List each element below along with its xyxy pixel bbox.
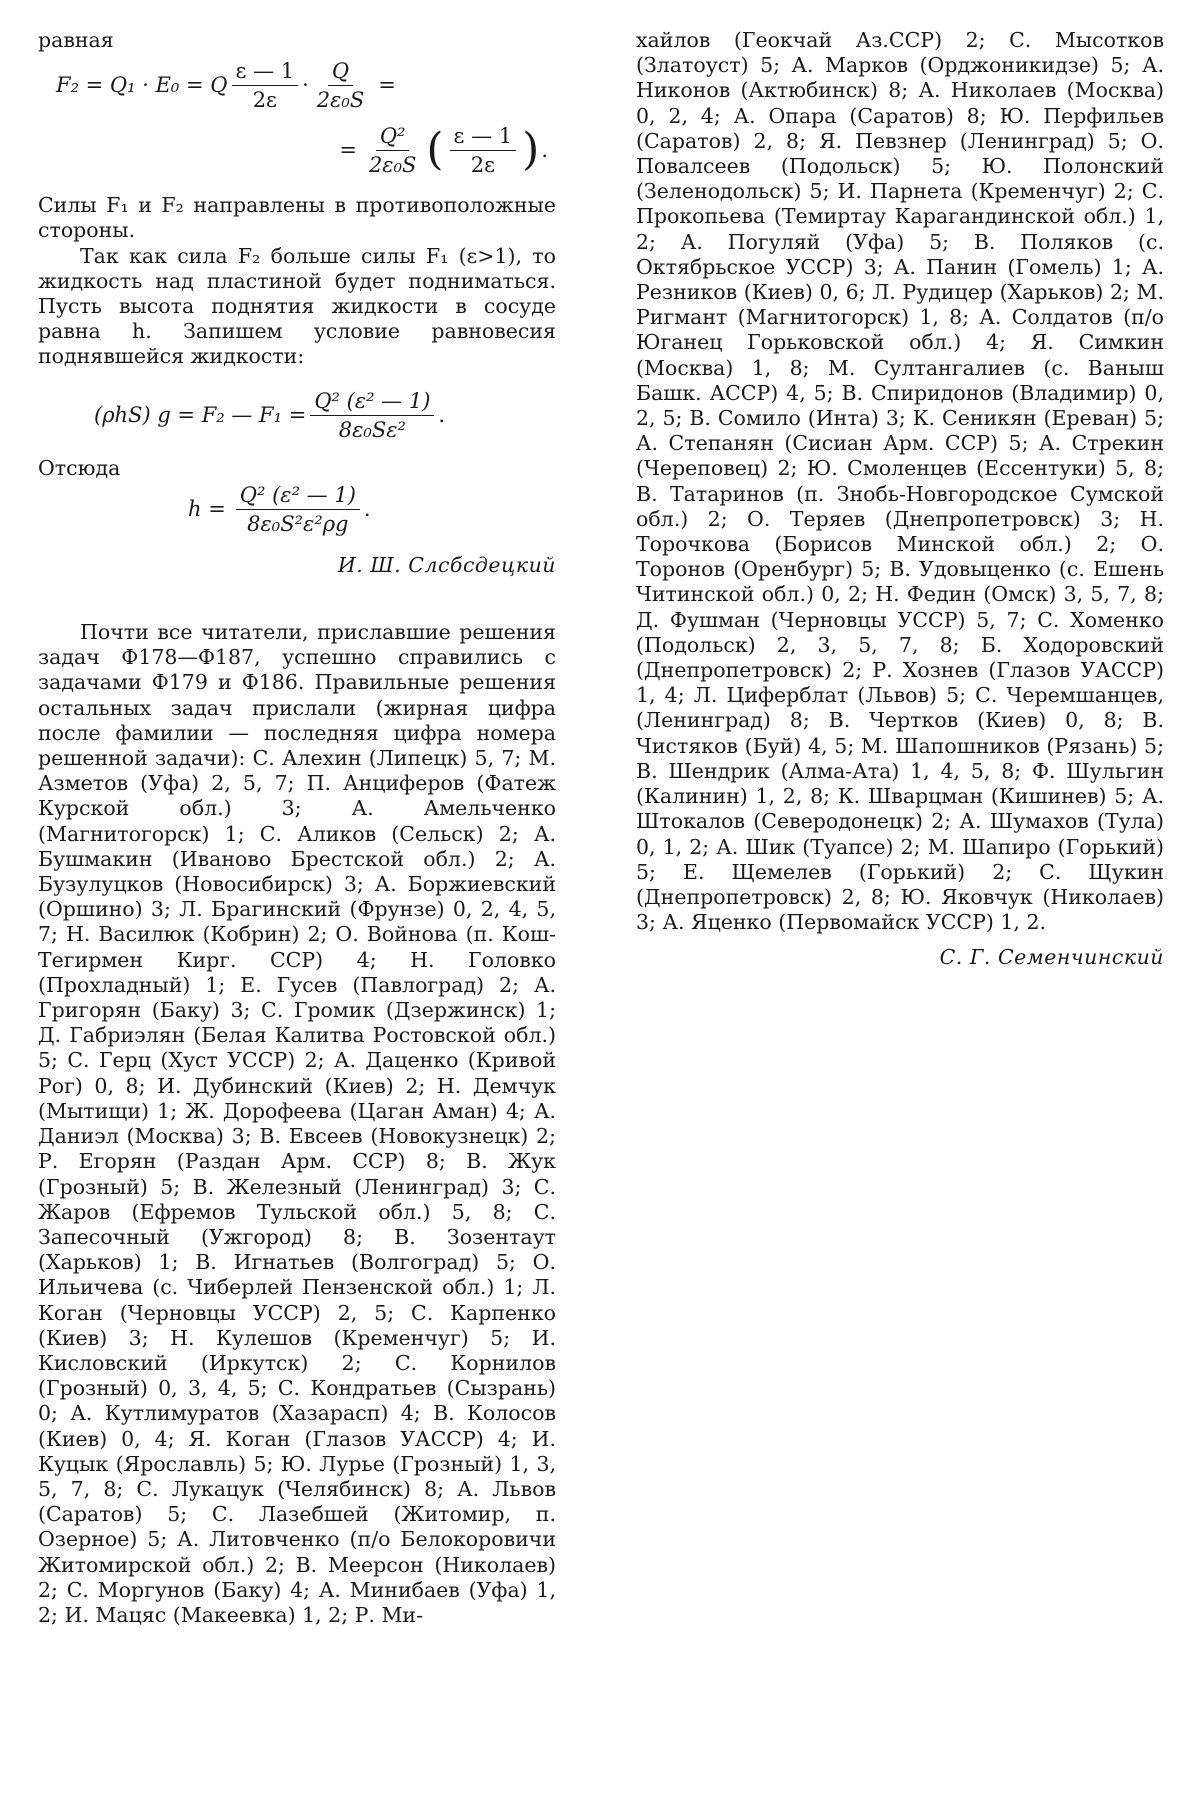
formula-equilibrium-lhs: (ρhS) g = F₂ — F₁ = [94, 403, 307, 428]
formula-equilibrium-frac [310, 389, 434, 442]
formula-f2-line2-num: Q² [376, 124, 410, 151]
readers-list-part2: хайлов (Геокчай Аз.ССР) 2; С. Мысотков (Златоуст) 5; А. Марков (Орджоникидзе) 5; А. Никонов (Актюбинск) 8; А. Николаев (Москва) 0, 2, 4; А. Опара (Саратов) 8; Ю. Перфильев (Саратов) 2, 8; Я. Певзнер (Ленинград) 5; О. Повалсеев (Подольск) 5; Ю. Полонский (Зеленодольск) 5; И. Парнета (Кременчуг) 2; С. Прокопьева (Темиртау Карагандинской обл.) 1, 2; А. Погуляй (Уфа) 5; В. Поляков (с. Октябрьское УССР) 3; А. Панин (Гомель) 1; А. Резников (Киев) 0, 6; Л. Рудицер (Харьков) 2; М. Ригмант (Магнитогорск) 1, 8; А. Солдатов (п/о Юганец Горьковской обл.) 4; Я. Симкин (Москва) 1, 8; М. Султангалиев (с. Ваныш Башк. АССР) 4, 5; В. Спиридонов (Владимир) 0, 2, 5; В. Сомило (Инта) 3; К. Сеникян (Ереван) 5; А. Степанян (Сисиан Арм. ССР) 5; А. Стрекин (Череповец) 2; Ю. Смоленцев (Ессентуки) 5, 8; В. Татаринов (п. Знобь-Новгородское Сумской обл.) 2; О. Теряев (Днепропетровск) 3; Н. Торочкова (Борисов Минской обл.) 2; О. Торонов (Оренбург) 5; В. Удовыценко (с. Ешень Читинской обл.) 0, 2; Н. Федин (Омск) 3, 5, 7, 8; Д. Фушман (Черновцы УССР) 5, 7; С. Хоменко (Подольск) 2, 3, 5, 7, 8; Б. Ходоровский (Днепропетровск) 2; Р. Хознев (Глазов УАССР) 1, 4; Л. Циферблат (Львов) 5; С. Черемшанцев,(Ленинград) 8; В. Чертков (Киев) 0, 8; В. Чистяков (Буй) 4, 5; М. Шапошников (Рязань) 5; В. Шендрик (Алма-Ата) 1, 4, 5, 8; Ф. Шульгин (Калинин) 1, 2, 8; К. Шварцман (Кишинев) 5; А. Штокалов (Северодонецк) 2; А. Шумахов (Тула) 0, 1, 2; А. Шик (Туапсе) 2; М. Шапиро (Горький) 5; Е. Щемелев (Горький) 2; С. Щукин (Днепропетровск) 2, 8; Ю. Яковчук (Николаев) 3; А. Яценко (Первомайск УССР) 1, 2. [636, 28, 1164, 935]
formula-height-num: Q² (ε² — 1) [236, 483, 360, 510]
right-column [636, 28, 1164, 971]
formula-height-lhs: h = [188, 497, 226, 522]
formula-eq-sign: = [378, 72, 396, 97]
formula-equilibrium-num: Q² (ε² — 1) [310, 389, 434, 416]
para-liquid-rise: Так как сила F₂ больше силы F₁ (ε>1), то жидкость над пластиной будет подниматься. Пусть высота поднятия жидкости в сосуде равна h. Запишем условие равновесия поднявшейся жидкости: [38, 243, 556, 369]
left-column [38, 28, 556, 1628]
readers-list-part1: Почти все читатели, приславшие решения задач Ф178—Ф187, успешно справились с задачами Ф179 и Ф186. Правильные решения остальных задач прислали (жирная цифра после фамилии — последняя цифра номера решенной задачи): С. Алехин (Липецк) 5, 7; М. Азметов (Уфа) 2, 5, 7; П. Анциферов (Фатеж Курской обл.) 3; А. Амельченко (Магнитогорск) 1; С. Аликов (Сельск) 2; А. Бушмакин (Иваново Брестской обл.) 2; А. Бузулуцков (Новосибирск) 3; А. Боржиевский (Оршино) 3; Л. Брагинский (Фрунзе) 0, 2, 4, 5, 7; Н. Василюк (Кобрин) 2; О. Войнова (п. Кош-Тегирмен Кирг. ССР) 4; Н. Головко (Прохладный) 1; Е. Гусев (Павлоград) 2; А. Григорян (Баку) 3; С. Громик (Дзержинск) 1; Д. Габриэлян (Белая Калитва Ростовской обл.) 5; С. Герц (Хуст УССР) 2; А. Даценко (Кривой Рог) 0, 8; И. Дубинский (Киев) 2; Н. Демчук (Мытищи) 1; Ж. Дорофеева (Цаган Аман) 4; А. Даниэл (Москва) 3; В. Евсеев (Новокузнецк) 2; Р. Егорян (Раздан Арм. ССР) 8; В. Жук (Грозный) 5; В. Железный (Ленинград) 3; С. Жаров (Ефремов Тульской обл.) 5, 8; С. Запесочный (Ужгород) 8; В. Зозентаут (Харьков) 1; В. Игнатьев (Волгоград) 5; О. Ильичева (с. Чиберлей Пензенской обл.) 1; Л. Коган (Черновцы УССР) 2, 5; С. Карпенко (Киев) 3; Н. Кулешов (Кременчуг) 5; И. Кисловский (Иркутск) 2; С. Корнилов (Грозный) 0, 3, 4, 5; С. Кондратьев (Сызрань) 0; А. Кутлимуратов (Хазарасп) 4; В. Колосов (Киев) 0, 4; Я. Коган (Глазов УАССР) 4; И. Куцык (Ярославль) 5; Ю. Лурье (Грозный) 1, 3, 5, 7, 8; С. Лукацук (Челябинск) 8; А. Львов (Саратов) 5; С. Лазебшей (Житомир, п. Озерное) 5; А. Литовченко (п/о Белокоровичи Житомирской обл.) 2; В. Меерсон (Николаев) 2; С. Моргунов (Баку) 4; А. Минибаев (Уфа) 1, 2; И. Мацяс (Макеевка) 1, 2; Р. Ми- [38, 620, 556, 1627]
formula-f2-frac1 [232, 59, 299, 112]
formula-f2-line2: = $\frac{\text{Q²}}{\text{2ε₀S}}$ ( $\frac{\varepsilon — 1}{2\varepsilon}$ ) . [339, 123, 548, 177]
formula-f2-frac1-den: 2ε [252, 87, 277, 112]
intro-word: равная [38, 28, 114, 52]
formula-f2-line2-paren-frac [450, 124, 517, 177]
formula-height: h = $\frac{\text{Q² (ε² — 1)}}{\text{8ε₀S²ε²ρg}}$ . [188, 483, 371, 537]
formula-height-den: 8ε₀S²ε²ρg [247, 512, 349, 537]
otsyuda-word: Отсюда [38, 455, 121, 480]
formula-f2-lhs: F₂ = Q₁ · E₀ = Q [56, 72, 228, 97]
formula-f2-line2-den: 2ε₀S [368, 152, 417, 177]
para-forces-direction: Силы F₁ и F₂ направлены в противоположные стороны. [38, 193, 556, 243]
author-signature-2: С. Г. Семенчинский [939, 945, 1164, 970]
formula-f2-frac2-den: 2ε₀S [316, 87, 365, 112]
formula-equilibrium: (ρhS) g = F₂ — F₁ = $\frac{\text{Q² (ε² — 1)}}{\text{8ε₀Sε²}}$ . [94, 389, 446, 443]
author-signature-1: И. Ш. Слсбсдецкий [337, 552, 556, 577]
formula-height-frac [236, 483, 360, 536]
formula-f2-line2-paren-num: ε — 1 [450, 124, 517, 151]
formula-f2-frac2 [313, 59, 368, 112]
formula-f2-frac2-num: Q [328, 59, 353, 86]
formula-eq-sign-2: = [339, 137, 357, 162]
formula-f2-frac1-num: ε — 1 [232, 59, 299, 86]
formula-f2-line2-paren-den: 2ε [470, 152, 495, 177]
formula-f2-line2-frac [365, 124, 420, 177]
formula-f2-line1: F₂ = Q₁ · E₀ = Q $\frac{\varepsilon — 1}{2\varepsilon}$ · $\frac{Q}{\text{2ε₀S}}$ = [56, 58, 396, 112]
formula-equilibrium-den: 8ε₀Sε² [338, 418, 406, 443]
